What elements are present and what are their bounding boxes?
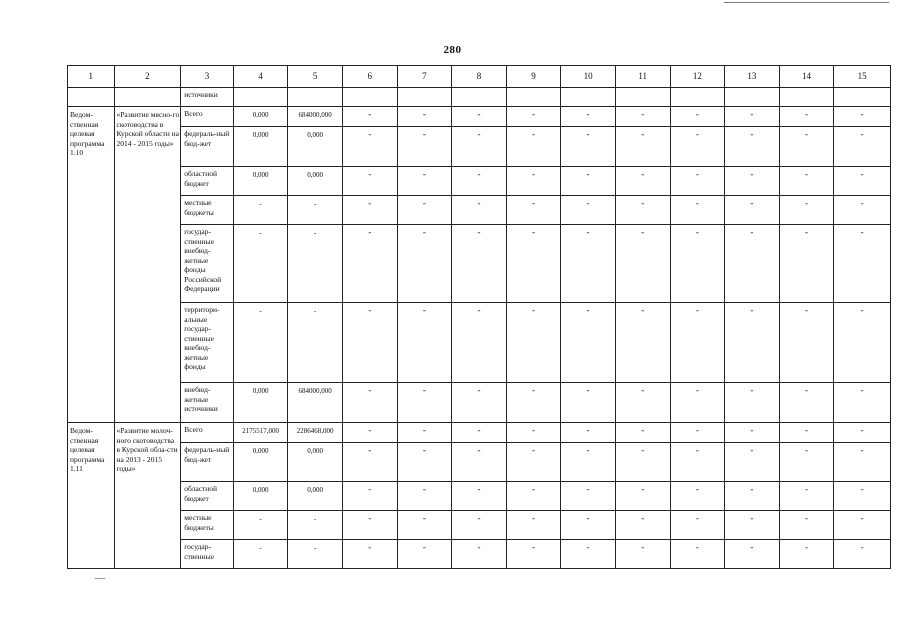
empty-cell: [288, 88, 343, 107]
cell-col-12: -: [670, 225, 725, 303]
value-col-5: 0,000: [288, 127, 343, 167]
cell-col-10: -: [561, 443, 616, 482]
cell-col-6: -: [342, 167, 397, 196]
cell-col-12: -: [670, 443, 725, 482]
table-row: [68, 196, 891, 225]
table-row: [68, 383, 891, 423]
cell-col-9: -: [506, 127, 561, 167]
cell-col-8: -: [452, 482, 507, 511]
cell-col-6: -: [342, 107, 397, 127]
cell-col-9: -: [506, 383, 561, 423]
column-header: 8: [452, 66, 507, 88]
column-header: 15: [834, 66, 891, 88]
empty-cell: [397, 88, 452, 107]
table-row: [68, 88, 891, 107]
cell-col-14: -: [779, 383, 834, 423]
cell-col-7: -: [397, 482, 452, 511]
cell-col-8: -: [452, 127, 507, 167]
cell-col-12: -: [670, 127, 725, 167]
cell-col-10: -: [561, 196, 616, 225]
cell-col-6: -: [342, 482, 397, 511]
cell-col-13: -: [725, 423, 780, 443]
column-header: 7: [397, 66, 452, 88]
value-col-4: 0,000: [233, 383, 288, 423]
cell-col-12: -: [670, 383, 725, 423]
value-col-5: 684000,000: [288, 107, 343, 127]
cell-col-8: -: [452, 443, 507, 482]
funding-source: государ-ственные внебюд-жетные фонды Российской Федерации: [181, 225, 234, 303]
cell-col-15: -: [834, 196, 891, 225]
cell-col-11: -: [615, 540, 670, 569]
cell-col-9: -: [506, 167, 561, 196]
cell-col-11: -: [615, 443, 670, 482]
cell-col-6: -: [342, 303, 397, 383]
cell-col-7: -: [397, 511, 452, 540]
value-col-4: -: [233, 225, 288, 303]
cell-col-11: -: [615, 383, 670, 423]
program-title: «Развитие молоч-ного скотоводства в Курской обла-сти на 2013 - 2015 годы»: [114, 423, 181, 569]
cell-col-7: -: [397, 167, 452, 196]
empty-cell: [561, 88, 616, 107]
cell-col-7: -: [397, 107, 452, 127]
cell-col-15: -: [834, 303, 891, 383]
empty-cell: [725, 88, 780, 107]
value-col-4: 0,000: [233, 127, 288, 167]
cell-col-14: -: [779, 482, 834, 511]
cell-col-9: -: [506, 225, 561, 303]
cell-col-13: -: [725, 540, 780, 569]
value-col-4: 0,000: [233, 107, 288, 127]
cell-col-12: -: [670, 303, 725, 383]
value-col-4: 0,000: [233, 443, 288, 482]
cell-col-11: -: [615, 482, 670, 511]
cell-col-11: -: [615, 167, 670, 196]
empty-cell: [114, 88, 181, 107]
cell-col-6: -: [342, 423, 397, 443]
cell-col-13: -: [725, 196, 780, 225]
cell-col-12: -: [670, 423, 725, 443]
funding-source: территори-альные государ-ственные внебюд-жетные фонды: [181, 303, 234, 383]
cell-col-15: -: [834, 107, 891, 127]
cell-col-9: -: [506, 303, 561, 383]
cell-col-6: -: [342, 196, 397, 225]
cell-col-10: -: [561, 482, 616, 511]
value-col-5: 0,000: [288, 443, 343, 482]
empty-cell: [670, 88, 725, 107]
cell-col-11: -: [615, 196, 670, 225]
cell-col-15: -: [834, 383, 891, 423]
cell-col-13: -: [725, 303, 780, 383]
cell-col-12: -: [670, 196, 725, 225]
value-col-5: 684000,000: [288, 383, 343, 423]
value-col-5: 2286468,000: [288, 423, 343, 443]
value-col-5: 0,000: [288, 482, 343, 511]
cell-col-8: -: [452, 225, 507, 303]
cell-col-8: -: [452, 303, 507, 383]
cell-col-15: -: [834, 540, 891, 569]
cell-col-8: -: [452, 107, 507, 127]
cell-col-6: -: [342, 511, 397, 540]
cell-col-14: -: [779, 127, 834, 167]
value-col-5: -: [288, 303, 343, 383]
value-col-5: 0,000: [288, 167, 343, 196]
cell-col-6: -: [342, 443, 397, 482]
cell-col-10: -: [561, 540, 616, 569]
table-row: [68, 107, 891, 127]
cell-col-10: -: [561, 303, 616, 383]
cell-col-7: -: [397, 303, 452, 383]
cell-col-9: -: [506, 511, 561, 540]
cell-col-6: -: [342, 127, 397, 167]
cell-col-8: -: [452, 196, 507, 225]
program-title: «Развитие мясно-го скотоводства в Курской области на 2014 - 2015 годы»: [114, 107, 181, 423]
cell-col-13: -: [725, 107, 780, 127]
cell-col-9: -: [506, 423, 561, 443]
source-label: источники: [181, 88, 234, 107]
cell-col-12: -: [670, 167, 725, 196]
cell-col-13: -: [725, 127, 780, 167]
cell-col-15: -: [834, 127, 891, 167]
cell-col-14: -: [779, 540, 834, 569]
cell-col-15: -: [834, 443, 891, 482]
cell-col-9: -: [506, 443, 561, 482]
funding-source: внебюд-жетные источники: [181, 383, 234, 423]
cell-col-10: -: [561, 107, 616, 127]
cell-col-10: -: [561, 423, 616, 443]
footer-mark: [95, 578, 105, 579]
value-col-4: -: [233, 511, 288, 540]
cell-col-15: -: [834, 423, 891, 443]
program-name: Ведом-ственная целевая программа 1.10: [68, 107, 115, 423]
cell-col-7: -: [397, 196, 452, 225]
value-col-4: -: [233, 303, 288, 383]
cell-col-14: -: [779, 107, 834, 127]
cell-col-15: -: [834, 511, 891, 540]
column-header: 9: [506, 66, 561, 88]
empty-cell: [342, 88, 397, 107]
cell-col-8: -: [452, 511, 507, 540]
cell-col-9: -: [506, 482, 561, 511]
cell-col-14: -: [779, 167, 834, 196]
header-row: [68, 66, 891, 88]
cell-col-10: -: [561, 127, 616, 167]
cell-col-9: -: [506, 540, 561, 569]
cell-col-11: -: [615, 423, 670, 443]
cell-col-10: -: [561, 383, 616, 423]
cell-col-12: -: [670, 482, 725, 511]
cell-col-9: -: [506, 196, 561, 225]
cell-col-8: -: [452, 423, 507, 443]
empty-cell: [834, 88, 891, 107]
funding-source: областной бюджет: [181, 482, 234, 511]
cell-col-11: -: [615, 225, 670, 303]
column-header: 3: [181, 66, 234, 88]
cell-col-13: -: [725, 225, 780, 303]
funding-table: [67, 65, 891, 569]
cell-col-6: -: [342, 540, 397, 569]
table-row: [68, 540, 891, 569]
cell-col-7: -: [397, 225, 452, 303]
funding-source: федераль-ный бюд-жет: [181, 127, 234, 167]
empty-cell: [779, 88, 834, 107]
table-row: [68, 511, 891, 540]
value-col-4: 0,000: [233, 482, 288, 511]
cell-col-9: -: [506, 107, 561, 127]
table-row: [68, 482, 891, 511]
table-row: [68, 127, 891, 167]
cell-col-6: -: [342, 225, 397, 303]
funding-source: областной бюджет: [181, 167, 234, 196]
cell-col-11: -: [615, 127, 670, 167]
funding-source: Всего: [181, 107, 234, 127]
value-col-5: -: [288, 225, 343, 303]
value-col-4: 0,000: [233, 167, 288, 196]
cell-col-14: -: [779, 303, 834, 383]
header-rule: [724, 2, 889, 3]
cell-col-14: -: [779, 196, 834, 225]
cell-col-8: -: [452, 540, 507, 569]
cell-col-12: -: [670, 540, 725, 569]
cell-col-11: -: [615, 107, 670, 127]
cell-col-14: -: [779, 423, 834, 443]
empty-cell: [615, 88, 670, 107]
cell-col-13: -: [725, 511, 780, 540]
column-header: 6: [342, 66, 397, 88]
cell-col-8: -: [452, 167, 507, 196]
cell-col-14: -: [779, 511, 834, 540]
value-col-5: -: [288, 511, 343, 540]
table-row: [68, 443, 891, 482]
value-col-5: -: [288, 540, 343, 569]
cell-col-15: -: [834, 167, 891, 196]
column-header: 13: [725, 66, 780, 88]
cell-col-7: -: [397, 423, 452, 443]
cell-col-7: -: [397, 383, 452, 423]
empty-cell: [68, 88, 115, 107]
value-col-4: -: [233, 540, 288, 569]
table-row: [68, 167, 891, 196]
page-number: 280: [443, 44, 462, 56]
cell-col-13: -: [725, 167, 780, 196]
empty-cell: [233, 88, 288, 107]
table-body: [68, 66, 891, 569]
cell-col-7: -: [397, 443, 452, 482]
funding-source: государ-ственные: [181, 540, 234, 569]
column-header: 10: [561, 66, 616, 88]
funding-source: местные бюджеты: [181, 196, 234, 225]
column-header: 12: [670, 66, 725, 88]
cell-col-15: -: [834, 225, 891, 303]
cell-col-8: -: [452, 383, 507, 423]
column-header: 2: [114, 66, 181, 88]
column-header: 5: [288, 66, 343, 88]
cell-col-15: -: [834, 482, 891, 511]
funding-source: Всего: [181, 423, 234, 443]
empty-cell: [452, 88, 507, 107]
empty-cell: [506, 88, 561, 107]
column-header: 14: [779, 66, 834, 88]
cell-col-7: -: [397, 540, 452, 569]
table-row: [68, 303, 891, 383]
program-name: Ведом-ственная целевая программа 1.11: [68, 423, 115, 569]
value-col-5: -: [288, 196, 343, 225]
cell-col-13: -: [725, 482, 780, 511]
column-header: 4: [233, 66, 288, 88]
cell-col-13: -: [725, 383, 780, 423]
table-row: [68, 225, 891, 303]
cell-col-14: -: [779, 225, 834, 303]
column-header: 1: [68, 66, 115, 88]
cell-col-13: -: [725, 443, 780, 482]
value-col-4: -: [233, 196, 288, 225]
column-header: 11: [615, 66, 670, 88]
cell-col-11: -: [615, 303, 670, 383]
cell-col-10: -: [561, 225, 616, 303]
cell-col-14: -: [779, 443, 834, 482]
table-row: [68, 423, 891, 443]
cell-col-6: -: [342, 383, 397, 423]
cell-col-12: -: [670, 107, 725, 127]
funding-source: местные бюджеты: [181, 511, 234, 540]
value-col-4: 2175517,000: [233, 423, 288, 443]
cell-col-11: -: [615, 511, 670, 540]
funding-source: федераль-ный бюд-жет: [181, 443, 234, 482]
cell-col-10: -: [561, 167, 616, 196]
cell-col-12: -: [670, 511, 725, 540]
cell-col-10: -: [561, 511, 616, 540]
cell-col-7: -: [397, 127, 452, 167]
